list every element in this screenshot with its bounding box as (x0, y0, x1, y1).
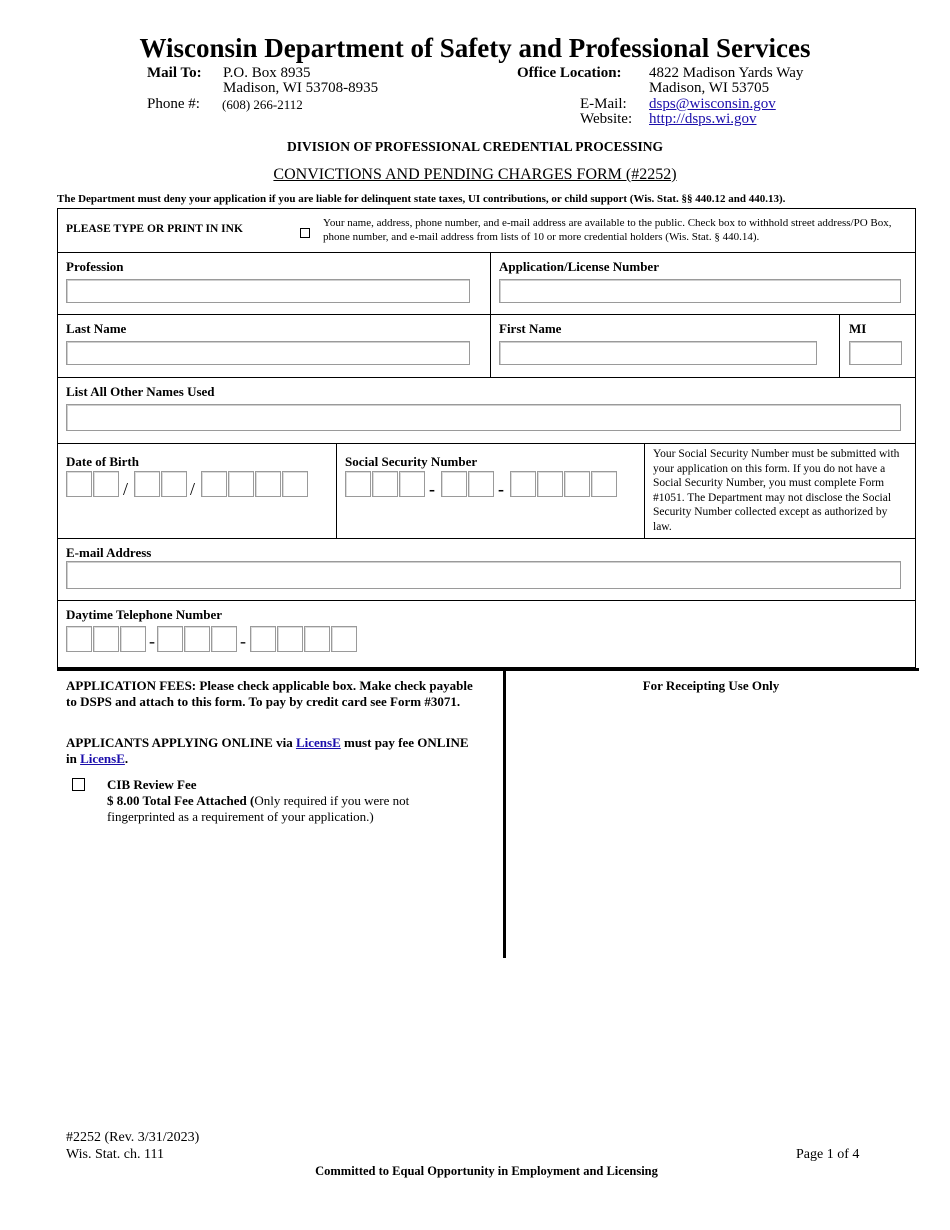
page-number: Page 1 of 4 (796, 1147, 860, 1162)
divider (839, 314, 840, 377)
phone-dash: - (149, 631, 155, 651)
first-name-input[interactable] (499, 341, 817, 365)
divider (57, 600, 916, 601)
mail-to-line1: P.O. Box 8935 (223, 65, 311, 81)
withhold-checkbox[interactable] (300, 228, 310, 238)
last-name-label: Last Name (66, 321, 127, 336)
digit-box[interactable] (277, 626, 303, 652)
profession-label: Profession (66, 259, 124, 274)
digit-box[interactable] (66, 471, 92, 497)
agency-title: Wisconsin Department of Safety and Professional Services (139, 33, 811, 63)
deny-notice: The Department must deny your application if you are liable for delinquent state taxes, UI contributions, or child support (Wis. Stat. §§ 440.12 and 440.13). (57, 193, 786, 205)
form-title: CONVICTIONS AND PENDING CHARGES FORM (#2252) (273, 166, 677, 183)
online-prefix: APPLICANTS APPLYING ONLINE via (66, 735, 293, 750)
digit-box[interactable] (93, 471, 119, 497)
office-label: Office Location: (517, 65, 622, 81)
dob-month-boxes[interactable] (66, 471, 120, 497)
equal-opportunity: Committed to Equal Opportunity in Employment and Licensing (315, 1164, 658, 1178)
mail-to-line2: Madison, WI 53708-8935 (223, 80, 379, 96)
digit-box[interactable] (250, 626, 276, 652)
digit-box[interactable] (591, 471, 617, 497)
digit-box[interactable] (399, 471, 425, 497)
phone-line-boxes[interactable] (250, 626, 358, 652)
dob-day-boxes[interactable] (134, 471, 188, 497)
dob-slash: / (190, 479, 196, 499)
digit-box[interactable] (134, 471, 160, 497)
ssn-part1-boxes[interactable] (345, 471, 426, 497)
email-address-label: E-mail Address (66, 545, 152, 560)
digit-box[interactable] (93, 626, 119, 652)
daytime-phone-label: Daytime Telephone Number (66, 607, 222, 622)
cib-fee-note: Only required if you were not fingerprinted as a requirement of your application.) (107, 793, 410, 824)
digit-box[interactable] (66, 626, 92, 652)
online-fee-note (66, 735, 476, 767)
divider (57, 538, 916, 539)
digit-box[interactable] (304, 626, 330, 652)
digit-box[interactable] (345, 471, 371, 497)
fees-instructions: APPLICATION FEES: Please check applicable box. Make check payable to DSPS and attach to this form. To pay by credit card see Form #3071. (66, 678, 473, 709)
last-name-input[interactable] (66, 341, 470, 365)
profession-input[interactable] (66, 279, 470, 303)
phone-dash: - (240, 631, 246, 651)
dob-label: Date of Birth (66, 454, 139, 469)
other-names-label: List All Other Names Used (66, 384, 215, 399)
license-number-label: Application/License Number (499, 259, 659, 274)
cib-fee-checkbox[interactable] (72, 778, 85, 791)
divider (57, 443, 916, 444)
license-number-input[interactable] (499, 279, 901, 303)
section-divider (57, 668, 919, 671)
email-address-input[interactable] (66, 561, 901, 589)
digit-box[interactable] (184, 626, 210, 652)
ssn-notice: Your Social Security Number must be submitted with your application on this form. If you do not have a Social Security Number, you must complete Form #1051. The Department may not disclose the Social Security Number collected except as authorized by law. (653, 448, 900, 533)
phone-label: Phone #: (147, 96, 200, 112)
form-revision: #2252 (Rev. 3/31/2023) (66, 1130, 200, 1145)
digit-box[interactable] (537, 471, 563, 497)
form-frame (57, 208, 916, 668)
ssn-label: Social Security Number (345, 454, 478, 469)
phone-value: (608) 266-2112 (222, 97, 303, 112)
ssn-dash: - (498, 479, 504, 499)
divider (57, 314, 916, 315)
ssn-part3-boxes[interactable] (510, 471, 618, 497)
phone-area-boxes[interactable] (66, 626, 147, 652)
digit-box[interactable] (161, 471, 187, 497)
withhold-text: Your name, address, phone number, and e-mail address are available to the public. Check box to withhold street address/PO Box, phone number, and e-mail address from lists of 10 or more credential holders (Wis. Stat. § 440.14). (323, 217, 892, 243)
cib-fee-amount: $ 8.00 Total Fee Attached ( (107, 793, 255, 808)
other-names-input[interactable] (66, 404, 901, 431)
digit-box[interactable] (228, 471, 254, 497)
digit-box[interactable] (201, 471, 227, 497)
licensee-link[interactable]: LicensE (295, 735, 341, 750)
website-link[interactable]: http://dsps.wi.gov (649, 111, 757, 127)
online-suffix: . (124, 751, 129, 766)
first-name-label: First Name (499, 321, 562, 336)
dob-year-boxes[interactable] (201, 471, 309, 497)
digit-box[interactable] (331, 626, 357, 652)
mi-label: MI (849, 321, 867, 336)
digit-box[interactable] (441, 471, 467, 497)
cib-fee-detail (107, 793, 467, 825)
mi-input[interactable] (849, 341, 902, 365)
online-middle: must pay fee ONLINE in (66, 735, 469, 766)
phone-prefix-boxes[interactable] (157, 626, 238, 652)
cib-fee-label: CIB Review Fee (107, 777, 197, 792)
receipting-label: For Receipting Use Only (642, 678, 780, 693)
digit-box[interactable] (211, 626, 237, 652)
email-link[interactable]: dsps@wisconsin.gov (649, 96, 776, 112)
office-line1: 4822 Madison Yards Way (649, 65, 804, 81)
digit-box[interactable] (564, 471, 590, 497)
division-heading: DIVISION OF PROFESSIONAL CREDENTIAL PROCESSING (286, 139, 664, 154)
email-label: E-Mail: (580, 96, 627, 112)
digit-box[interactable] (468, 471, 494, 497)
print-instruction: PLEASE TYPE OR PRINT IN INK (66, 223, 243, 235)
digit-box[interactable] (120, 626, 146, 652)
column-divider (503, 671, 506, 958)
digit-box[interactable] (372, 471, 398, 497)
ssn-part2-boxes[interactable] (441, 471, 495, 497)
divider (57, 377, 916, 378)
office-line2: Madison, WI 53705 (649, 80, 770, 96)
digit-box[interactable] (282, 471, 308, 497)
digit-box[interactable] (510, 471, 536, 497)
divider (644, 443, 645, 538)
digit-box[interactable] (255, 471, 281, 497)
digit-box[interactable] (157, 626, 183, 652)
divider (57, 252, 916, 253)
divider (336, 443, 337, 538)
mail-to-label: Mail To: (147, 65, 202, 81)
website-label: Website: (580, 111, 633, 127)
licensee-link-2[interactable]: LicensE (80, 751, 125, 766)
statute-reference: Wis. Stat. ch. 111 (66, 1147, 164, 1162)
dob-slash: / (123, 479, 129, 499)
ssn-dash: - (429, 479, 435, 499)
